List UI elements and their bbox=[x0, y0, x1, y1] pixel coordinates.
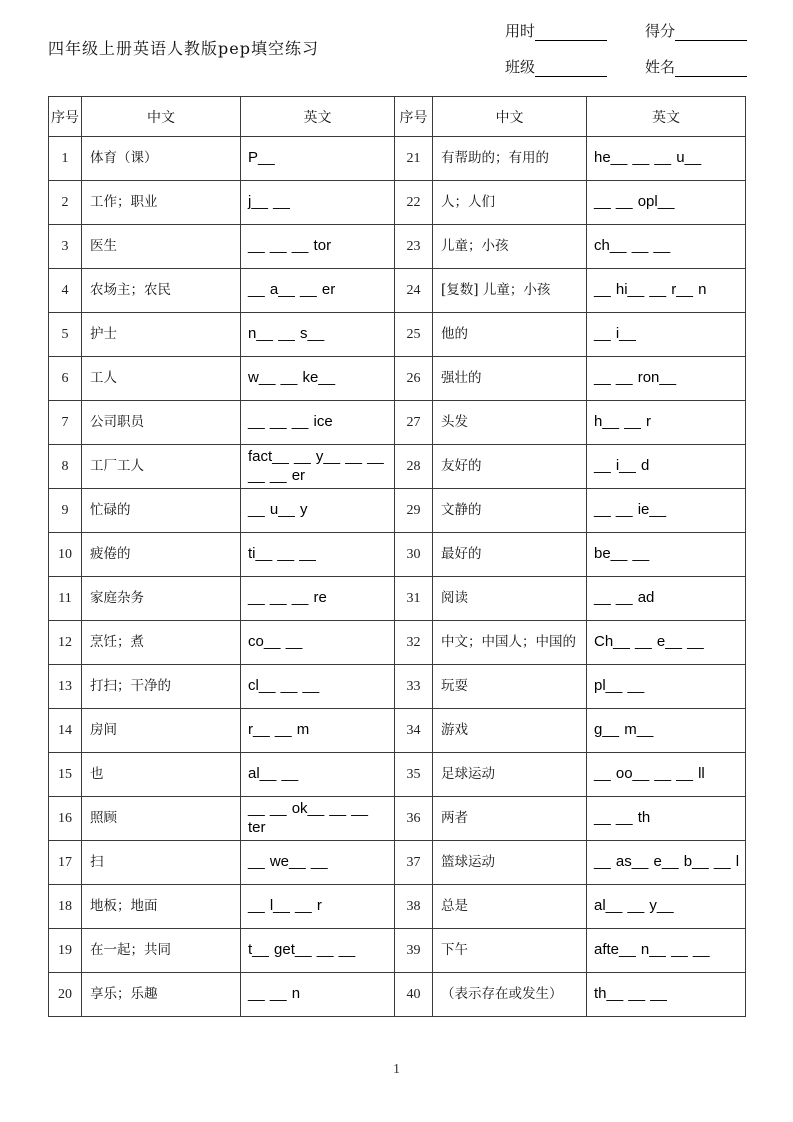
chinese-term: 友好的 bbox=[433, 445, 587, 489]
english-blank: __ __ ad bbox=[587, 577, 746, 621]
row-number: 30 bbox=[395, 533, 433, 577]
english-blank: g__ m__ bbox=[587, 709, 746, 753]
table-row bbox=[49, 225, 746, 269]
english-blank: afte__ n__ __ __ bbox=[587, 929, 746, 973]
english-blank: __ __ ron__ bbox=[587, 357, 746, 401]
table-row bbox=[49, 489, 746, 533]
info-row-1 bbox=[505, 20, 747, 41]
english-blank: __ __ th bbox=[587, 797, 746, 841]
chinese-term: 护士 bbox=[82, 313, 241, 357]
chinese-term: 工人 bbox=[82, 357, 241, 401]
page-number: 1 bbox=[393, 1062, 400, 1077]
english-blank: Ch__ __ e__ __ bbox=[587, 621, 746, 665]
chinese-term: （表示存在或发生） bbox=[433, 973, 587, 1017]
row-number: 32 bbox=[395, 621, 433, 665]
english-blank: w__ __ ke__ bbox=[241, 357, 395, 401]
info-fields bbox=[505, 20, 747, 92]
row-number: 10 bbox=[49, 533, 82, 577]
english-blank: be__ __ bbox=[587, 533, 746, 577]
table-row bbox=[49, 401, 746, 445]
row-number: 22 bbox=[395, 181, 433, 225]
vocab-table-header bbox=[49, 97, 746, 137]
table-row bbox=[49, 621, 746, 665]
row-number: 28 bbox=[395, 445, 433, 489]
english-blank: __ __ ok__ __ __ ter bbox=[241, 797, 395, 841]
chinese-term: 照顾 bbox=[82, 797, 241, 841]
col-header-en-right: 英文 bbox=[587, 97, 746, 137]
name-blank bbox=[675, 62, 747, 77]
row-number: 37 bbox=[395, 841, 433, 885]
chinese-term: 扫 bbox=[82, 841, 241, 885]
row-number: 16 bbox=[49, 797, 82, 841]
english-blank: __ l__ __ r bbox=[241, 885, 395, 929]
english-blank: __ u__ y bbox=[241, 489, 395, 533]
english-blank: __ a__ __ er bbox=[241, 269, 395, 313]
class-field bbox=[505, 56, 607, 77]
row-number: 18 bbox=[49, 885, 82, 929]
english-blank: __ __ opl__ bbox=[587, 181, 746, 225]
english-blank: __ __ __ ice bbox=[241, 401, 395, 445]
table-row bbox=[49, 797, 746, 841]
col-header-cn-right: 中文 bbox=[433, 97, 587, 137]
english-blank: __ __ __ re bbox=[241, 577, 395, 621]
chinese-term: 玩耍 bbox=[433, 665, 587, 709]
english-blank: j__ __ bbox=[241, 181, 395, 225]
row-number: 2 bbox=[49, 181, 82, 225]
chinese-term: 他的 bbox=[433, 313, 587, 357]
row-number: 29 bbox=[395, 489, 433, 533]
time-used-blank bbox=[535, 26, 607, 41]
table-row bbox=[49, 841, 746, 885]
row-number: 3 bbox=[49, 225, 82, 269]
info-row-2 bbox=[505, 56, 747, 77]
row-number: 40 bbox=[395, 973, 433, 1017]
table-row bbox=[49, 665, 746, 709]
chinese-term: 人；人们 bbox=[433, 181, 587, 225]
chinese-term: 地板；地面 bbox=[82, 885, 241, 929]
table-row bbox=[49, 753, 746, 797]
english-blank: al__ __ bbox=[241, 753, 395, 797]
row-number: 9 bbox=[49, 489, 82, 533]
chinese-term: 中文；中国人；中国的 bbox=[433, 621, 587, 665]
row-number: 11 bbox=[49, 577, 82, 621]
english-blank: __ we__ __ bbox=[241, 841, 395, 885]
chinese-term: 家庭杂务 bbox=[82, 577, 241, 621]
english-blank: __ i__ bbox=[587, 313, 746, 357]
row-number: 7 bbox=[49, 401, 82, 445]
col-header-no-left: 序号 bbox=[49, 97, 82, 137]
chinese-term: 农场主；农民 bbox=[82, 269, 241, 313]
col-header-no-right: 序号 bbox=[395, 97, 433, 137]
english-blank: __ __ ie__ bbox=[587, 489, 746, 533]
english-blank: __ oo__ __ __ ll bbox=[587, 753, 746, 797]
row-number: 6 bbox=[49, 357, 82, 401]
row-number: 15 bbox=[49, 753, 82, 797]
chinese-term: 疲倦的 bbox=[82, 533, 241, 577]
table-row bbox=[49, 269, 746, 313]
table-row bbox=[49, 445, 746, 489]
chinese-term: 体育（课） bbox=[82, 137, 241, 181]
english-blank: t__ get__ __ __ bbox=[241, 929, 395, 973]
row-number: 33 bbox=[395, 665, 433, 709]
chinese-term: 烹饪；煮 bbox=[82, 621, 241, 665]
row-number: 12 bbox=[49, 621, 82, 665]
chinese-term: 最好的 bbox=[433, 533, 587, 577]
chinese-term: 游戏 bbox=[433, 709, 587, 753]
english-blank: al__ __ y__ bbox=[587, 885, 746, 929]
row-number: 19 bbox=[49, 929, 82, 973]
col-header-en-left: 英文 bbox=[241, 97, 395, 137]
chinese-term: 忙碌的 bbox=[82, 489, 241, 533]
english-blank: __ i__ d bbox=[587, 445, 746, 489]
table-row bbox=[49, 885, 746, 929]
chinese-term: 有帮助的；有用的 bbox=[433, 137, 587, 181]
row-number: 25 bbox=[395, 313, 433, 357]
score-label: 得分 bbox=[644, 22, 675, 40]
chinese-term: 工厂工人 bbox=[82, 445, 241, 489]
class-label: 班级 bbox=[505, 58, 536, 76]
english-blank: n__ __ s__ bbox=[241, 313, 395, 357]
english-blank: __ __ n bbox=[241, 973, 395, 1017]
chinese-term: 下午 bbox=[433, 929, 587, 973]
time-used-field bbox=[505, 20, 607, 41]
chinese-term: 工作；职业 bbox=[82, 181, 241, 225]
english-blank: cl__ __ __ bbox=[241, 665, 395, 709]
row-number: 14 bbox=[49, 709, 82, 753]
page-title: 四年级上册英语人教版pep填空练习 bbox=[48, 39, 319, 58]
name-field bbox=[645, 56, 747, 77]
row-number: 24 bbox=[395, 269, 433, 313]
row-number: 38 bbox=[395, 885, 433, 929]
chinese-term: 公司职员 bbox=[82, 401, 241, 445]
chinese-term: 阅读 bbox=[433, 577, 587, 621]
english-blank: __ __ __ tor bbox=[241, 225, 395, 269]
table-row bbox=[49, 137, 746, 181]
chinese-term: 足球运动 bbox=[433, 753, 587, 797]
vocab-table bbox=[48, 96, 746, 1017]
table-row bbox=[49, 357, 746, 401]
row-number: 31 bbox=[395, 577, 433, 621]
row-number: 39 bbox=[395, 929, 433, 973]
col-header-cn-left: 中文 bbox=[82, 97, 241, 137]
table-row bbox=[49, 973, 746, 1017]
row-number: 26 bbox=[395, 357, 433, 401]
row-number: 35 bbox=[395, 753, 433, 797]
table-row bbox=[49, 709, 746, 753]
row-number: 36 bbox=[395, 797, 433, 841]
chinese-term: 头发 bbox=[433, 401, 587, 445]
row-number: 8 bbox=[49, 445, 82, 489]
row-number: 34 bbox=[395, 709, 433, 753]
row-number: 20 bbox=[49, 973, 82, 1017]
chinese-term: 医生 bbox=[82, 225, 241, 269]
row-number: 1 bbox=[49, 137, 82, 181]
row-number: 27 bbox=[395, 401, 433, 445]
english-blank: ti__ __ __ bbox=[241, 533, 395, 577]
vocab-table-body bbox=[49, 137, 746, 1017]
table-row bbox=[49, 181, 746, 225]
chinese-term: [复数] 儿童；小孩 bbox=[433, 269, 587, 313]
chinese-term: 也 bbox=[82, 753, 241, 797]
score-blank bbox=[675, 26, 747, 41]
chinese-term: 打扫；干净的 bbox=[82, 665, 241, 709]
chinese-term: 享乐；乐趣 bbox=[82, 973, 241, 1017]
row-number: 23 bbox=[395, 225, 433, 269]
row-number: 4 bbox=[49, 269, 82, 313]
english-blank: r__ __ m bbox=[241, 709, 395, 753]
name-label: 姓名 bbox=[644, 58, 675, 76]
english-blank: __ hi__ __ r__ n bbox=[587, 269, 746, 313]
english-blank: th__ __ __ bbox=[587, 973, 746, 1017]
english-blank: pl__ __ bbox=[587, 665, 746, 709]
chinese-term: 强壮的 bbox=[433, 357, 587, 401]
chinese-term: 总是 bbox=[433, 885, 587, 929]
chinese-term: 在一起；共同 bbox=[82, 929, 241, 973]
score-field bbox=[645, 20, 747, 41]
row-number: 13 bbox=[49, 665, 82, 709]
english-blank: ch__ __ __ bbox=[587, 225, 746, 269]
english-blank: he__ __ __ u__ bbox=[587, 137, 746, 181]
chinese-term: 文静的 bbox=[433, 489, 587, 533]
table-row bbox=[49, 577, 746, 621]
row-number: 21 bbox=[395, 137, 433, 181]
header-row bbox=[49, 97, 746, 137]
row-number: 17 bbox=[49, 841, 82, 885]
row-number: 5 bbox=[49, 313, 82, 357]
english-blank: fact__ __ y__ __ __ __ __ er bbox=[241, 445, 395, 489]
english-blank: h__ __ r bbox=[587, 401, 746, 445]
table-row bbox=[49, 929, 746, 973]
table-row bbox=[49, 533, 746, 577]
chinese-term: 两者 bbox=[433, 797, 587, 841]
time-used-label: 用时 bbox=[505, 22, 536, 40]
english-blank: __ as__ e__ b__ __ l bbox=[587, 841, 746, 885]
chinese-term: 房间 bbox=[82, 709, 241, 753]
english-blank: co__ __ bbox=[241, 621, 395, 665]
chinese-term: 篮球运动 bbox=[433, 841, 587, 885]
chinese-term: 儿童；小孩 bbox=[433, 225, 587, 269]
english-blank: P__ bbox=[241, 137, 395, 181]
class-blank bbox=[535, 62, 607, 77]
table-row bbox=[49, 313, 746, 357]
